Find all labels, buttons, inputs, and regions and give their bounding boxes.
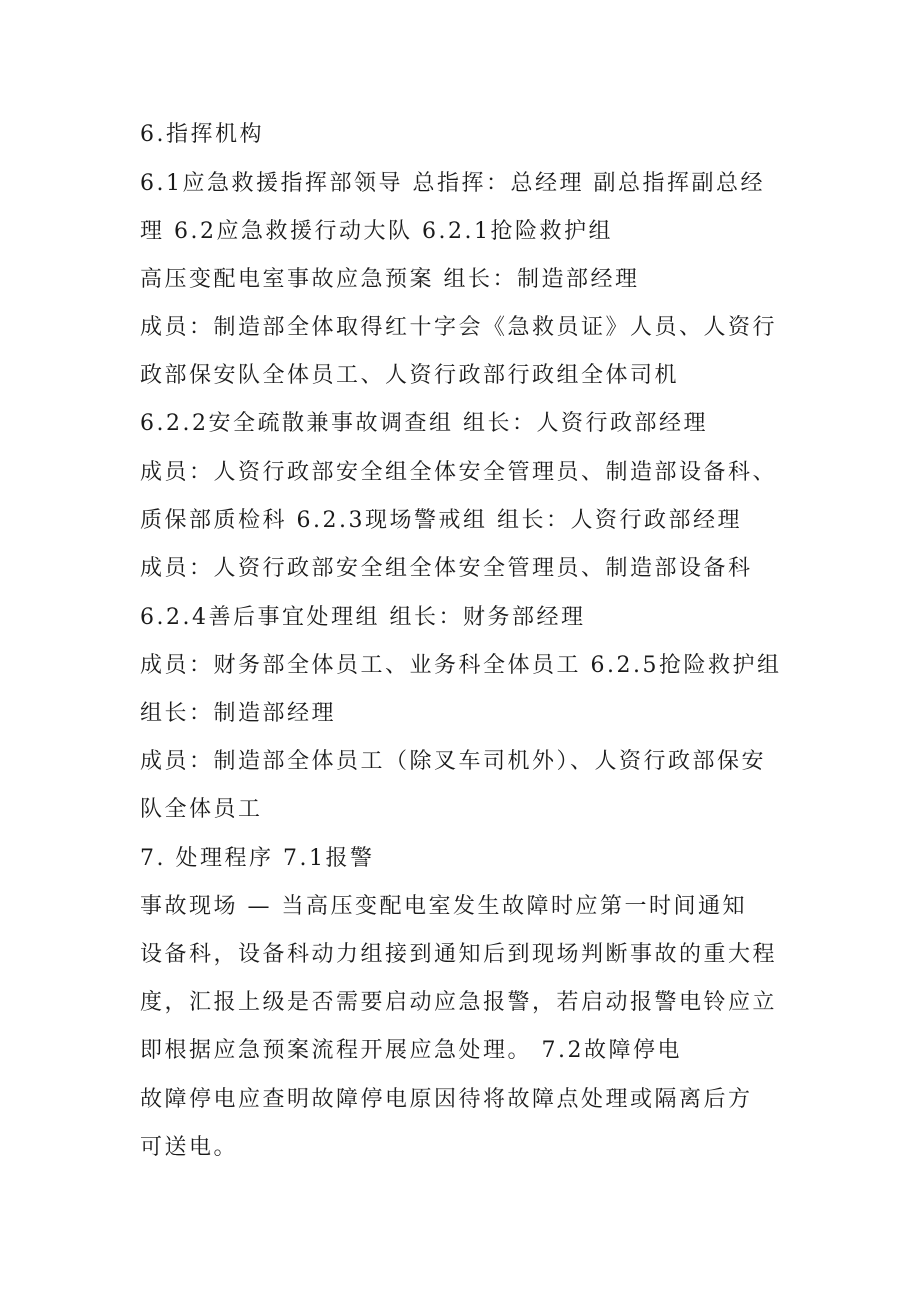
text-line: 6.2.4善后事宜处理组 组长：财务部经理 bbox=[140, 605, 586, 630]
text-line: 队全体员工 bbox=[140, 797, 263, 822]
text-line: 成员：财务部全体员工、业务科全体员工 6.2.5抢险救护组 bbox=[140, 653, 782, 678]
text-line: 故障停电应查明故障停电原因待将故障点处理或隔离后方 bbox=[140, 1087, 753, 1112]
text-line: 设备科，设备科动力组接到通知后到现场判断事故的重大程 bbox=[140, 942, 778, 967]
text-line: 政部保安队全体员工、人资行政部行政组全体司机 bbox=[140, 363, 680, 388]
text-line: 质保部质检科 6.2.3现场警戒组 组长：人资行政部经理 bbox=[140, 508, 742, 533]
text-line: 成员：制造部全体员工（除叉车司机外）、人资行政部保安 bbox=[140, 749, 767, 774]
text-line: 理 6.2应急救援行动大队 6.2.1抢险救护组 bbox=[140, 219, 613, 244]
text-line: 可送电。 bbox=[140, 1135, 239, 1160]
text-line: 事故现场 — 当高压变配电室发生故障时应第一时间通知 bbox=[140, 894, 747, 919]
text-line: 成员：人资行政部安全组全体安全管理员、制造部设备科、 bbox=[140, 460, 778, 485]
text-line: 度，汇报上级是否需要启动应急报警，若启动报警电铃应立 bbox=[140, 990, 778, 1015]
text-line: 6.指挥机构 bbox=[140, 122, 264, 147]
text-line: 高压变配电室事故应急预案 组长：制造部经理 bbox=[140, 267, 640, 292]
text-line: 成员：制造部全体取得红十字会《急救员证》人员、人资行 bbox=[140, 315, 778, 340]
text-line: 6.2.2安全疏散兼事故调查组 组长：人资行政部经理 bbox=[140, 411, 708, 436]
text-line: 即根据应急预案流程开展应急处理。 7.2故障停电 bbox=[140, 1038, 682, 1063]
text-line: 组长：制造部经理 bbox=[140, 701, 337, 726]
text-line: 成员：人资行政部安全组全体安全管理员、制造部设备科 bbox=[140, 556, 753, 581]
text-line: 7. 处理程序 7.1报警 bbox=[140, 846, 375, 871]
text-line: 6.1应急救援指挥部领导 总指挥：总经理 副总指挥副总经 bbox=[140, 171, 765, 196]
